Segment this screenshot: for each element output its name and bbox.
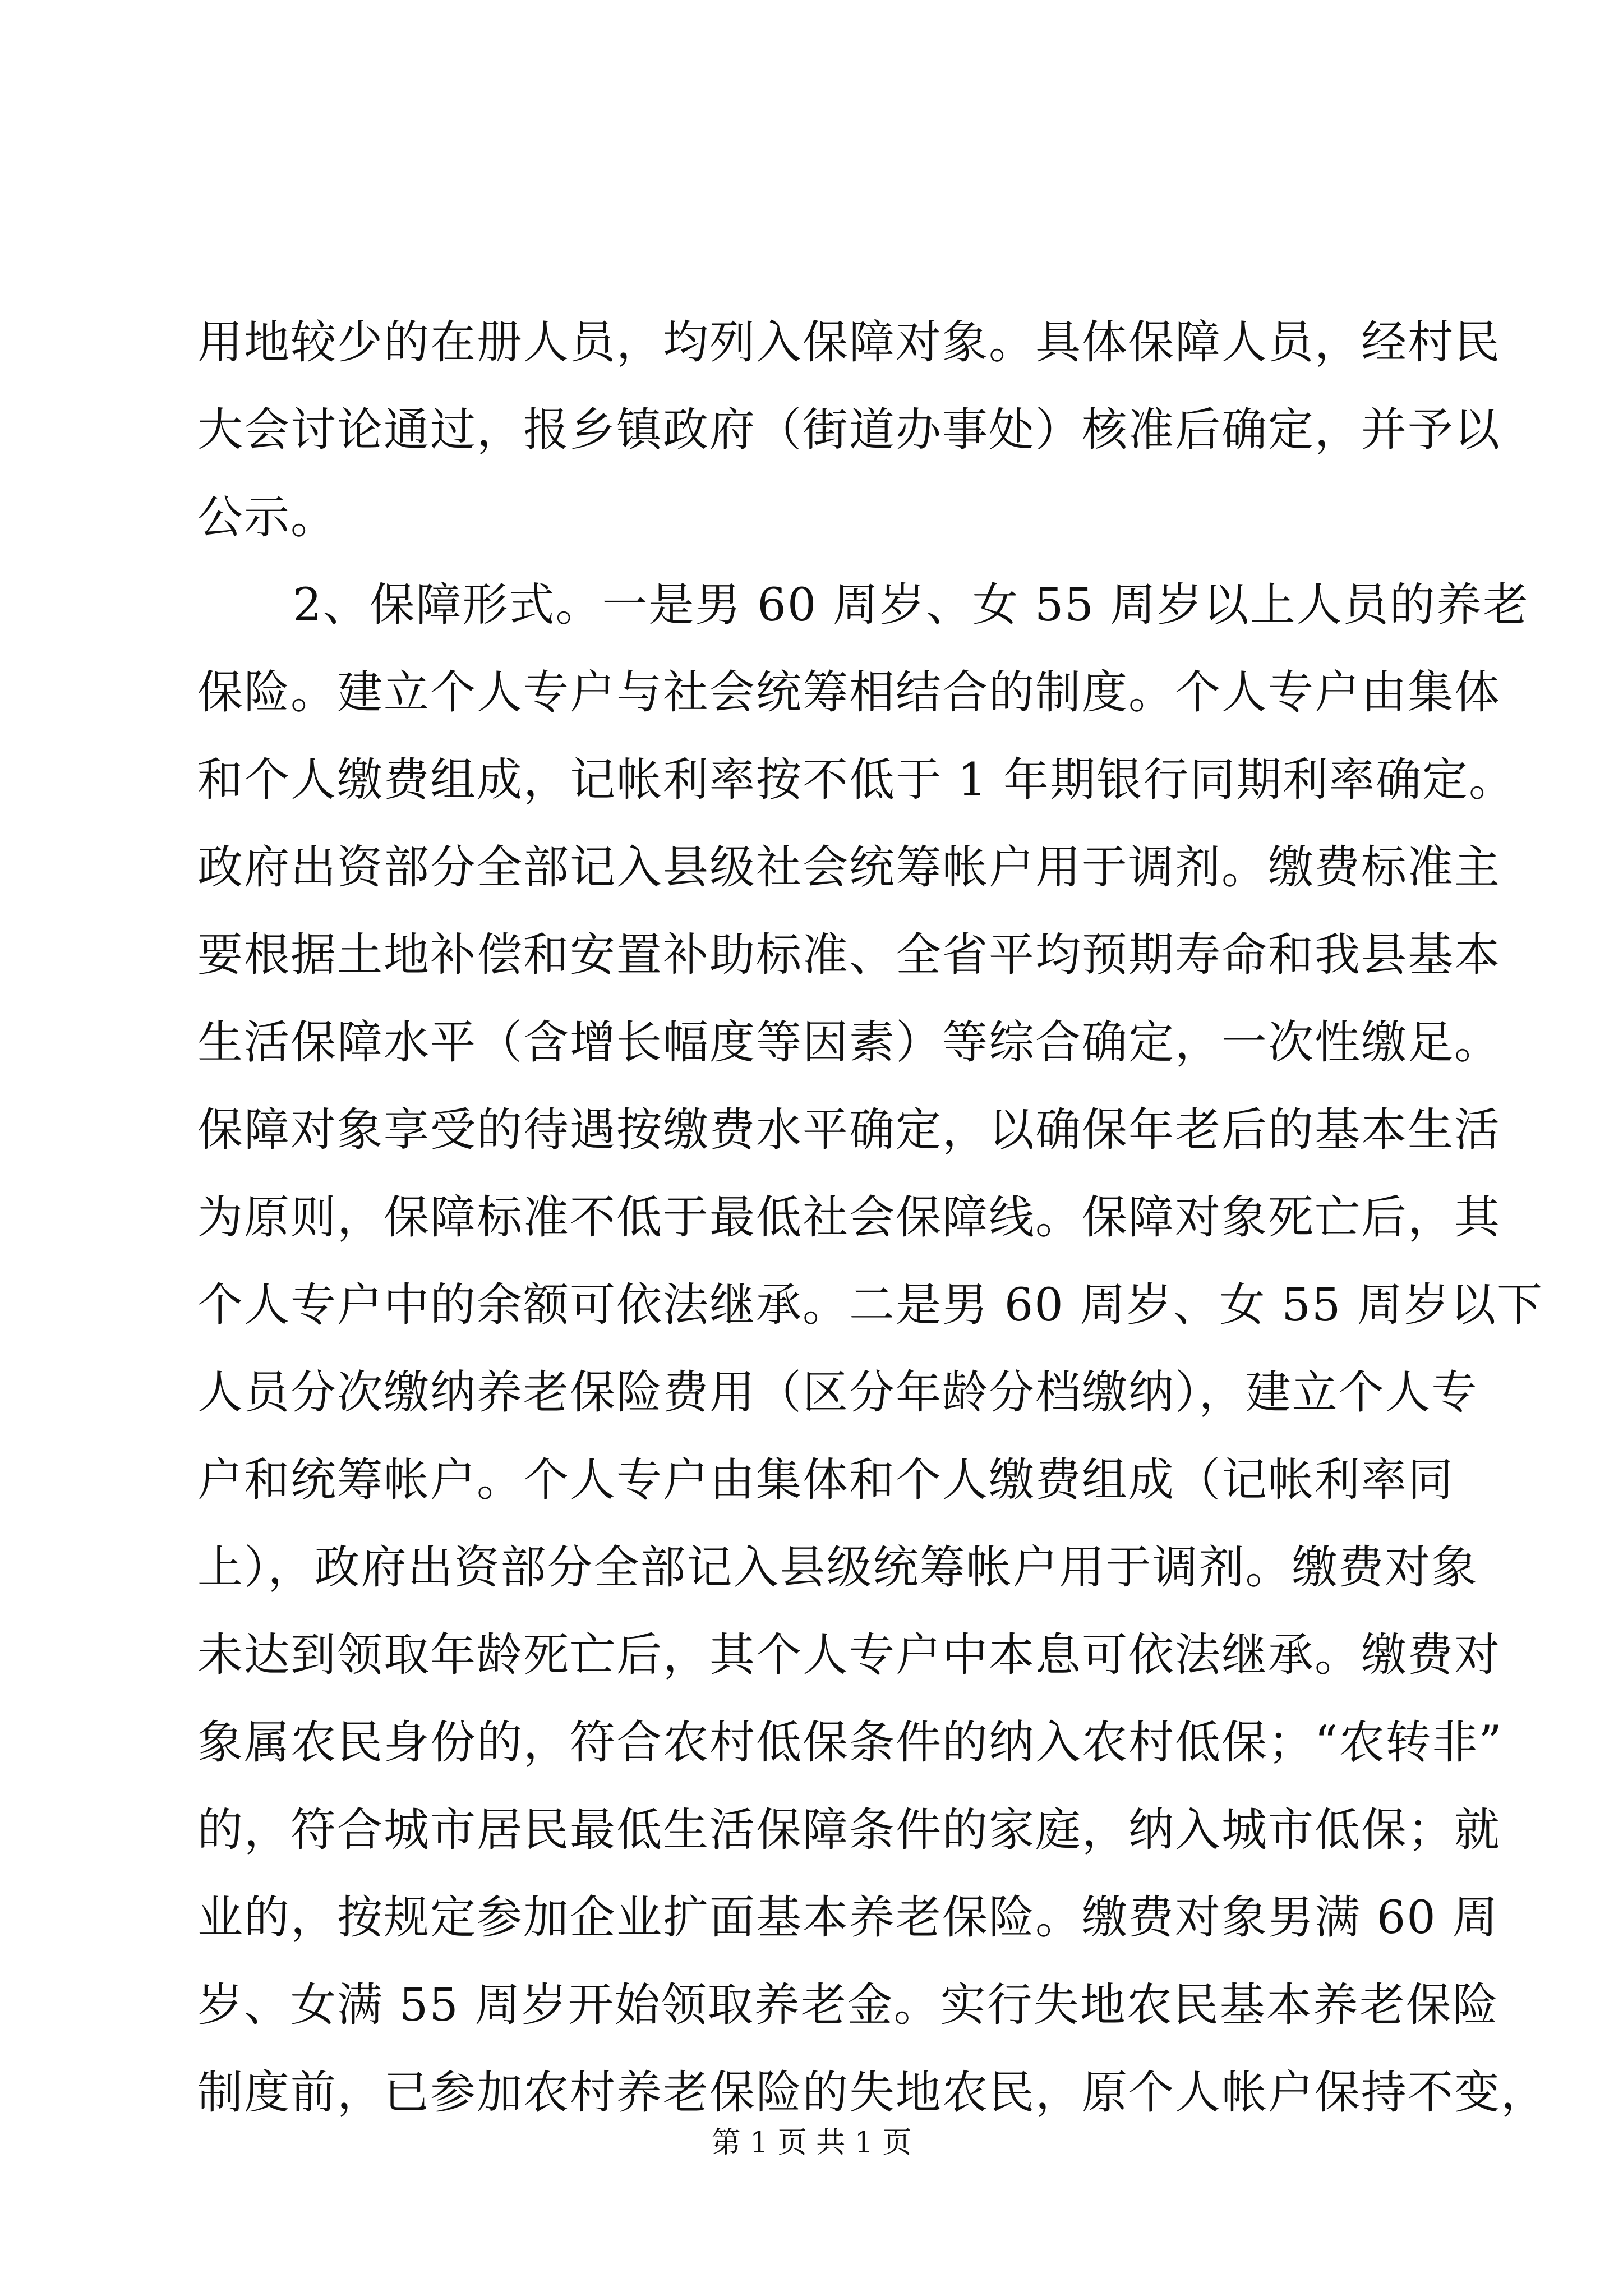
text-line: 为原则，保障标准不低于最低社会保障线。保障对象死亡后，其 (197, 1191, 1501, 1244)
text-line: 业的，按规定参加企业扩面基本养老保险。缴费对象男满 60 周 (197, 1892, 1499, 1944)
text-line: 个人专户中的余额可依法继承。二是男 60 周岁、女 55 周岁以下 (197, 1279, 1544, 1332)
page-footer (0, 2123, 1623, 2162)
text-line: 大会讨论通过，报乡镇政府（街道办事处）核准后确定，并予以 (197, 404, 1501, 457)
body-text (197, 299, 1548, 2137)
page-number-label: 第 1 页 共 1 页 (711, 2126, 912, 2160)
text-line: 未达到领取年龄死亡后，其个人专户中本息可依法继承。缴费对 (197, 1629, 1501, 1682)
text-line: 政府出资部分全部记入县级社会统筹帐户用于调剂。缴费标准主 (197, 841, 1501, 894)
text-line: 户和统筹帐户。个人专户由集体和个人缴费组成（记帐利率同 (197, 1454, 1455, 1507)
text-line: 要根据土地补偿和安置补助标准、全省平均预期寿命和我县基本 (197, 929, 1501, 982)
text-line: 用地较少的在册人员，均列入保障对象。具体保障人员，经村民 (197, 316, 1501, 369)
text-line: 保险。建立个人专户与社会统筹相结合的制度。个人专户由集体 (197, 666, 1501, 719)
text-line: 制度前，已参加农村养老保险的失地农民，原个人帐户保持不变， (197, 2067, 1548, 2119)
paragraph-first-line: 2、保障形式。一是男 60 周岁、女 55 周岁以上人员的养老 (293, 579, 1529, 632)
text-line: 人员分次缴纳养老保险费用（区分年龄分档缴纳），建立个人专 (197, 1366, 1478, 1419)
text-line: 象属农民身份的，符合农村低保条件的纳入农村低保；“农转非” (197, 1717, 1503, 1769)
text-line: 上），政府出资部分全部记入县级统筹帐户用于调剂。缴费对象 (197, 1542, 1478, 1594)
text-line: 和个人缴费组成，记帐利率按不低于 1 年期银行同期利率确定。 (197, 754, 1516, 807)
text-line: 生活保障水平（含增长幅度等因素）等综合确定，一次性缴足。 (197, 1016, 1501, 1069)
text-line: 公示。 (197, 491, 338, 544)
text-line: 的，符合城市居民最低生活保障条件的家庭，纳入城市低保；就 (197, 1804, 1501, 1857)
text-line: 岁、女满 55 周岁开始领取养老金。实行失地农民基本养老保险 (197, 1979, 1499, 2032)
text-line: 保障对象享受的待遇按缴费水平确定，以确保年老后的基本生活 (197, 1104, 1501, 1157)
